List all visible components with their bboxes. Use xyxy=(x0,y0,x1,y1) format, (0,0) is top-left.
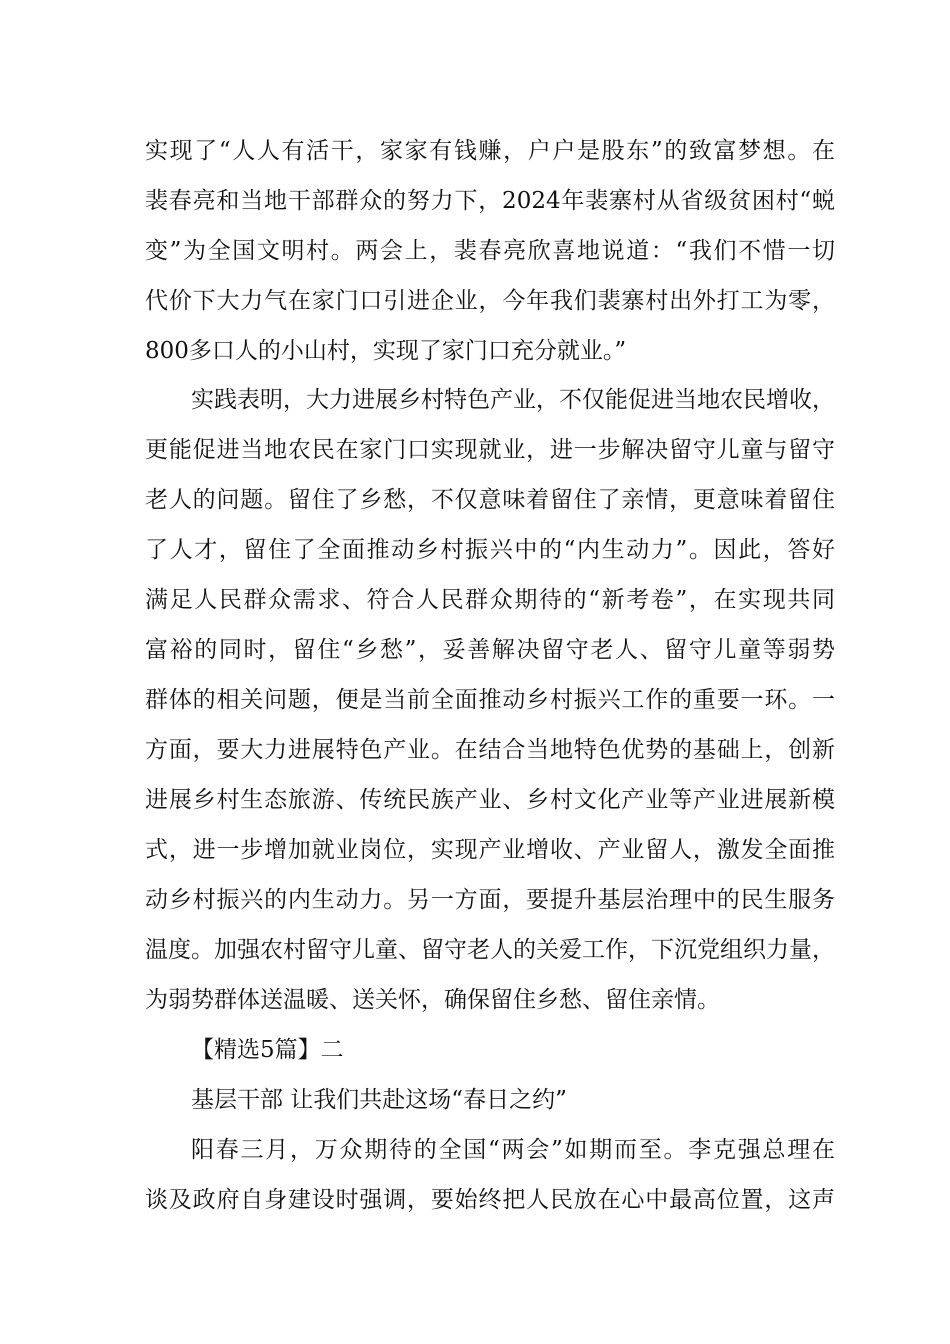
text-line-22: 谈及政府自身建设时强调，要始终把人民放在心中最高位置，这声 xyxy=(145,1187,835,1213)
text-line-2: 裴春亮和当地干部群众的努力下，2024年裴寨村从省级贫困村“蜕 xyxy=(145,188,835,214)
text-line-14: 进展乡村生态旅游、传统民族产业、乡村文化产业等产业进展新模 xyxy=(145,787,835,813)
text-line-5: 800多口人的小山村，实现了家门口充分就业。” xyxy=(145,338,627,364)
text-line-3: 变”为全国文明村。两会上，裴春亮欣喜地说道：“我们不惜一切 xyxy=(145,238,835,264)
text-line-12: 群体的相关问题，便是当前全面推动乡村振兴工作的重要一环。一 xyxy=(145,687,835,713)
article-title: 基层干部 让我们共赴这场“春日之约” xyxy=(191,1087,567,1113)
text-line-4: 代价下大力气在家门口引进企业，今年我们裴寨村出外打工为零， xyxy=(145,288,835,314)
text-line-13: 方面，要大力进展特色产业。在结合当地特色优势的基础上，创新 xyxy=(145,737,835,763)
text-line-18: 为弱势群体送温暖、送关怀，确保留住乡愁、留住亲情。 xyxy=(145,987,720,1013)
text-line-15: 式，进一步增加就业岗位，实现产业增收、产业留人，激发全面推 xyxy=(145,837,835,863)
section-heading: 【精选5篇】二 xyxy=(191,1037,344,1063)
text-line-6: 实践表明，大力进展乡村特色产业，不仅能促进当地农民增收， xyxy=(191,387,835,413)
text-line-10: 满足人民群众需求、符合人民群众期待的“新考卷”，在实现共同 xyxy=(145,587,835,613)
text-line-8: 老人的问题。留住了乡愁，不仅意味着留住了亲情，更意味着留住 xyxy=(145,487,835,513)
text-line-7: 更能促进当地农民在家门口实现就业，进一步解决留守儿童与留守 xyxy=(145,437,835,463)
text-line-11: 富裕的同时，留住“乡愁”，妥善解决留守老人、留守儿童等弱势 xyxy=(145,637,835,663)
text-line-9: 了人才，留住了全面推动乡村振兴中的“内生动力”。因此，答好 xyxy=(145,537,835,563)
text-line-16: 动乡村振兴的内生动力。另一方面，要提升基层治理中的民生服务 xyxy=(145,887,835,913)
text-line-17: 温度。加强农村留守儿童、留守老人的关爱工作，下沉党组织力量， xyxy=(145,937,835,963)
text-line-21: 阳春三月，万众期待的全国“两会”如期而至。李克强总理在 xyxy=(191,1137,835,1163)
text-line-1: 实现了“人人有活干，家家有钱赚，户户是股东”的致富梦想。在 xyxy=(145,138,835,164)
